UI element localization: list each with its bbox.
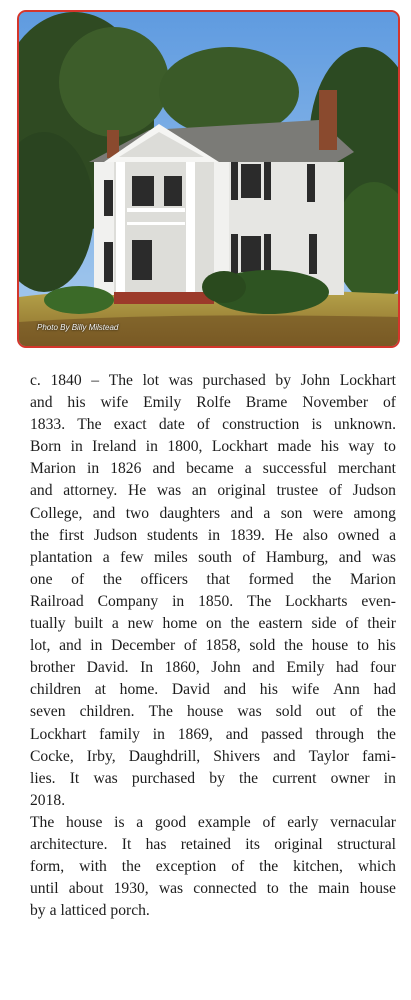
word: out xyxy=(315,703,336,721)
text-line xyxy=(30,370,396,392)
word: of xyxy=(183,637,197,655)
text-line xyxy=(30,525,396,547)
word: He xyxy=(274,526,293,544)
word: Ireland xyxy=(92,438,137,456)
word: a xyxy=(49,902,57,920)
word: construction xyxy=(222,416,300,434)
word: even- xyxy=(361,592,396,610)
word: in xyxy=(90,637,103,655)
word: way xyxy=(348,438,375,456)
word: through xyxy=(315,725,365,743)
word: students xyxy=(146,526,199,544)
word: was xyxy=(237,703,262,721)
text-line xyxy=(30,613,396,635)
word: family xyxy=(99,725,140,743)
word: example xyxy=(197,813,251,831)
text-line xyxy=(30,436,396,458)
word: son xyxy=(280,504,303,522)
word: merchant xyxy=(337,460,396,478)
word: eastern xyxy=(258,615,303,633)
word: had xyxy=(373,681,396,699)
word: Judson xyxy=(352,482,396,500)
word: Shivers xyxy=(213,747,261,765)
word: 1840 xyxy=(50,372,82,389)
word: of xyxy=(382,394,396,412)
word: has xyxy=(145,835,167,853)
word: the xyxy=(376,703,396,721)
word: Lockhart xyxy=(211,438,269,456)
word: unknown. xyxy=(334,416,396,434)
word: one xyxy=(30,570,53,588)
word: form, xyxy=(30,858,65,876)
word: by xyxy=(209,769,225,787)
word: Irby, xyxy=(86,747,116,765)
word: his xyxy=(67,394,86,412)
word: a xyxy=(102,548,110,566)
word: his xyxy=(377,637,396,655)
text-line xyxy=(30,768,396,790)
word: David. xyxy=(86,659,129,677)
word: miles xyxy=(153,548,188,566)
word: successful xyxy=(262,460,327,478)
word: Lockhart xyxy=(339,372,396,389)
word: and xyxy=(338,548,362,566)
word: and xyxy=(230,504,254,522)
word: purchased xyxy=(131,769,196,787)
word: was xyxy=(158,880,184,898)
word: was xyxy=(156,482,182,500)
word: The xyxy=(108,372,133,389)
house-photo xyxy=(17,10,400,348)
word: an xyxy=(191,482,207,500)
word: also xyxy=(302,526,328,544)
word: in xyxy=(207,526,221,544)
word: structural xyxy=(337,835,396,853)
word: first xyxy=(58,526,84,544)
text-line xyxy=(30,414,396,436)
word: retained xyxy=(180,835,231,853)
word: c. xyxy=(30,372,41,389)
word: good xyxy=(154,813,187,831)
word: of xyxy=(231,858,245,876)
word: officers xyxy=(140,570,188,588)
word: the xyxy=(312,570,332,588)
word: daughters xyxy=(159,504,221,522)
text-line xyxy=(30,790,396,812)
word: 1839. xyxy=(229,526,265,544)
word: Marion xyxy=(350,570,396,588)
word: home xyxy=(162,615,198,633)
photo-credit: Photo By Billy Milstead xyxy=(37,323,119,332)
word: Cocke, xyxy=(30,747,74,765)
word: Brame xyxy=(245,394,288,412)
word: 1930, xyxy=(113,880,149,898)
word: and xyxy=(273,747,296,765)
word: house xyxy=(359,880,396,898)
text-line xyxy=(30,856,396,878)
word: Marion xyxy=(30,460,76,478)
word: south xyxy=(198,548,232,566)
word: 1869, xyxy=(177,725,213,743)
word: was xyxy=(168,372,193,389)
word: which xyxy=(357,858,396,876)
word: a xyxy=(136,813,144,831)
word: on xyxy=(206,615,222,633)
word: sold xyxy=(249,637,276,655)
word: side xyxy=(311,615,337,633)
word: original xyxy=(274,835,323,853)
word: The xyxy=(77,416,102,434)
paragraph xyxy=(30,370,396,812)
paragraph xyxy=(30,812,396,922)
word: few xyxy=(120,548,144,566)
text-line xyxy=(30,458,396,480)
word: of xyxy=(71,570,85,588)
word: Hamburg, xyxy=(265,548,329,566)
word: 2018. xyxy=(30,791,66,809)
word: the xyxy=(121,858,141,876)
word: 1860, xyxy=(164,659,200,677)
word: by xyxy=(30,902,46,920)
word: in xyxy=(145,438,158,456)
word: – xyxy=(91,372,100,389)
word: trustee xyxy=(276,482,319,500)
word: lot xyxy=(142,372,160,389)
word: Judson xyxy=(93,526,138,544)
word: College, xyxy=(30,504,83,522)
word: and xyxy=(59,637,82,655)
word: early xyxy=(287,813,319,831)
word: is xyxy=(311,416,322,434)
word: 1850. xyxy=(198,592,234,610)
word: purchased xyxy=(202,372,266,389)
word: house xyxy=(66,813,103,831)
word: a xyxy=(263,504,271,522)
text-line xyxy=(30,724,396,746)
word: Lockhart xyxy=(30,725,87,743)
word: and xyxy=(30,482,53,500)
word: by xyxy=(275,372,291,389)
text-line xyxy=(30,746,396,768)
word: fami- xyxy=(362,747,396,765)
word: November xyxy=(302,394,369,412)
word: in xyxy=(152,725,165,743)
word: connected xyxy=(193,880,257,898)
word: to xyxy=(266,880,279,898)
word: Company xyxy=(97,592,159,610)
text-line xyxy=(30,701,396,723)
text-line xyxy=(30,812,396,834)
word: children xyxy=(30,681,82,699)
word: Daughdrill, xyxy=(128,747,201,765)
word: made xyxy=(277,438,312,456)
word: the xyxy=(284,637,304,655)
word: of xyxy=(328,482,342,500)
word: in xyxy=(70,438,83,456)
word: a xyxy=(244,460,252,478)
text-line xyxy=(30,635,396,657)
word: the xyxy=(102,570,122,588)
word: the xyxy=(376,725,396,743)
word: exact xyxy=(113,416,147,434)
word: owner xyxy=(330,769,370,787)
word: until xyxy=(30,880,59,898)
word: Taylor xyxy=(308,747,350,765)
article-text xyxy=(30,370,396,922)
word: owned xyxy=(337,526,380,544)
word: and xyxy=(223,681,247,699)
word: exception xyxy=(155,858,217,876)
text-line xyxy=(30,503,396,525)
text-line xyxy=(30,657,396,679)
text-line xyxy=(30,900,396,922)
text-line xyxy=(30,591,396,613)
word: was xyxy=(93,769,118,787)
word: that xyxy=(206,570,230,588)
word: Emily xyxy=(143,394,182,412)
word: built xyxy=(74,615,103,633)
text-line xyxy=(30,834,396,856)
word: seven xyxy=(30,703,66,721)
word: in xyxy=(172,592,185,610)
word: about xyxy=(68,880,104,898)
word: four xyxy=(370,659,396,677)
word: to xyxy=(356,637,369,655)
word: were xyxy=(312,504,344,522)
word: latticed xyxy=(60,902,107,920)
word: original xyxy=(217,482,266,500)
word: two xyxy=(125,504,150,522)
word: Born xyxy=(30,438,62,456)
word: attorney. xyxy=(63,482,118,500)
word: house xyxy=(186,703,224,721)
word: The xyxy=(247,592,272,610)
word: and xyxy=(92,504,116,522)
word: porch. xyxy=(110,902,150,920)
word: main xyxy=(318,880,350,898)
word: It xyxy=(121,835,132,853)
word: and xyxy=(252,659,275,677)
word: December xyxy=(111,637,176,655)
word: the xyxy=(239,769,259,787)
word: Emily xyxy=(286,659,325,677)
word: of xyxy=(242,548,256,566)
word: wife xyxy=(100,394,129,412)
word: Rolfe xyxy=(196,394,231,412)
word: current xyxy=(272,769,317,787)
word: architecture. xyxy=(30,835,108,853)
word: his xyxy=(259,681,278,699)
word: was xyxy=(371,548,396,566)
word: In xyxy=(140,659,154,677)
word: John xyxy=(211,659,241,677)
word: tually xyxy=(30,615,66,633)
word: brother xyxy=(30,659,76,677)
text-line xyxy=(30,878,396,900)
word: of xyxy=(349,703,363,721)
text-line xyxy=(30,480,396,502)
text-line xyxy=(30,392,396,414)
word: John xyxy=(300,372,331,389)
word: plantation xyxy=(30,548,93,566)
word: their xyxy=(367,615,396,633)
house-illustration xyxy=(19,12,398,346)
word: date xyxy=(158,416,185,434)
word: the xyxy=(30,526,50,544)
word: 1858, xyxy=(205,637,241,655)
word: wife xyxy=(291,681,320,699)
word: in xyxy=(383,769,396,787)
word: among xyxy=(353,504,396,522)
word: Ann xyxy=(332,681,360,699)
text-line xyxy=(30,569,396,591)
word: and xyxy=(225,725,249,743)
word: house xyxy=(311,637,349,655)
word: in xyxy=(86,460,100,478)
word: 1826 xyxy=(110,460,142,478)
word: children. xyxy=(79,703,135,721)
word: his xyxy=(320,438,339,456)
word: of xyxy=(262,813,276,831)
word: Railroad xyxy=(30,592,84,610)
word: vernacular xyxy=(330,813,396,831)
word: David xyxy=(171,681,210,699)
word: The xyxy=(30,813,55,831)
word: lot, xyxy=(30,637,51,655)
word: home. xyxy=(119,681,159,699)
word: 1800, xyxy=(167,438,203,456)
word: to xyxy=(383,438,396,456)
word: had xyxy=(335,659,359,677)
word: passed xyxy=(261,725,303,743)
word: lies. xyxy=(30,769,56,787)
word: sold xyxy=(275,703,302,721)
word: new xyxy=(127,615,154,633)
word: the xyxy=(259,858,279,876)
word: of xyxy=(345,615,359,633)
word: The xyxy=(148,703,173,721)
word: a xyxy=(111,615,119,633)
word: is xyxy=(114,813,125,831)
word: the xyxy=(230,615,250,633)
text-line xyxy=(30,679,396,701)
word: It xyxy=(69,769,80,787)
word: He xyxy=(127,482,147,500)
word: a xyxy=(389,526,396,544)
word: Lockharts xyxy=(285,592,348,610)
word: the xyxy=(289,880,309,898)
word: of xyxy=(196,416,210,434)
word: kitchen, xyxy=(293,858,343,876)
word: and xyxy=(152,460,175,478)
word: formed xyxy=(248,570,294,588)
word: 1833. xyxy=(30,416,66,434)
word: its xyxy=(245,835,260,853)
word: and xyxy=(30,394,53,412)
word: became xyxy=(186,460,234,478)
word: at xyxy=(94,681,106,699)
text-line xyxy=(30,547,396,569)
word: with xyxy=(79,858,107,876)
